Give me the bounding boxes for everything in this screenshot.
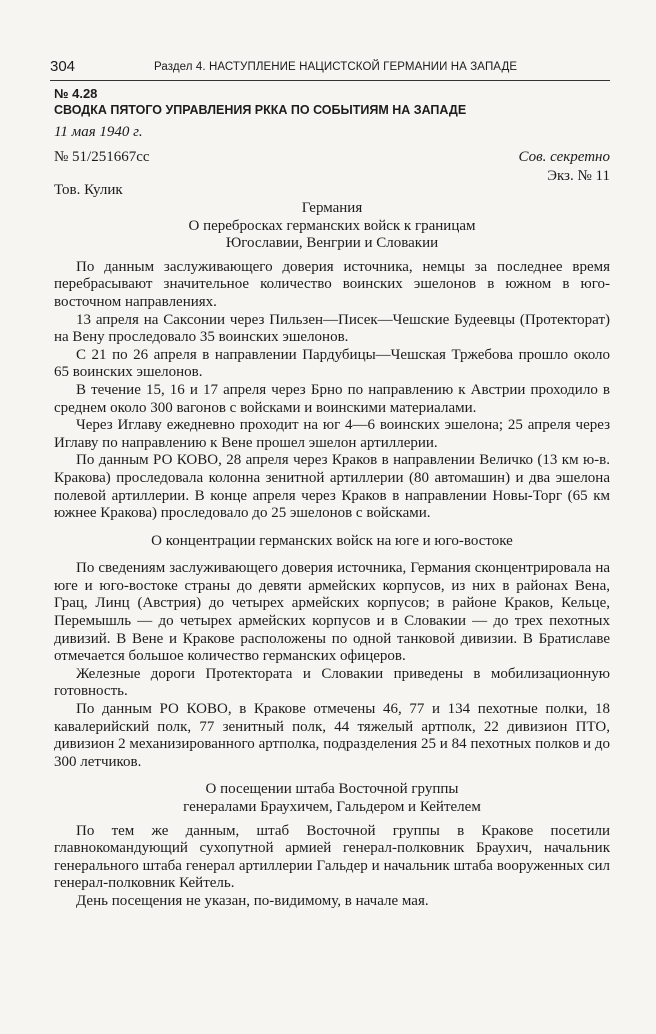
copy-number: Экз. № 11 bbox=[547, 168, 610, 184]
paragraph-10: По тем же данным, штаб Восточной группы в Кракове посетили главнокомандующий сухопутной армией генерал-полковник Браухич, начальник генерального штаба генерал артиллерии Гальдер и начальник штаба вооруженных сил генерал-полковник Кейтель. bbox=[54, 822, 610, 892]
section-title: Раздел 4. НАСТУПЛЕНИЕ НАЦИСТСКОЙ ГЕРМАНИИ НА ЗАПАДЕ bbox=[154, 61, 518, 73]
classification-label: Сов. секретно bbox=[518, 149, 610, 165]
paragraph-3: С 21 по 26 апреля в направлении Пардубицы—Чешская Тржебова прошло около 65 воинских эшелонов. bbox=[54, 346, 610, 381]
section-heading-1a: О перебросках германских войск к границам bbox=[188, 217, 476, 234]
paragraph-8: Железные дороги Протектората и Словакии приведены в мобилизационную готовность. bbox=[54, 665, 610, 700]
section-heading-1b: Югославии, Венгрии и Словакии bbox=[225, 235, 439, 252]
section-heading-2: О концентрации германских войск на юге и юго-востоке bbox=[151, 532, 513, 549]
paragraph-9: По данным РО КОВО, в Кракове отмечены 46, 77 и 134 пехотные полки, 18 кавалерийский полк, 77 зенитный полк, 44 тяжелый артполк, 22 дивизион ПТО, дивизион 2 механизированного артполка, подразделения 25 и 84 пехотных полков и до 300 летчиков. bbox=[54, 701, 610, 770]
paragraph-1: По данным заслуживающего доверия источника, немцы за последнее время перебрасывают значительное количество воинских эшелонов в южном в юго-восточном направлениях. bbox=[54, 258, 610, 310]
country-heading: Германия bbox=[301, 200, 363, 216]
paragraph-4: В течение 15, 16 и 17 апреля через Брно по направлению к Австрии проходило в среднем около 300 вагонов с войсками и воинскими материалами. bbox=[54, 381, 610, 416]
paragraph-5: Через Иглаву ежедневно проходит на юг 4—6 воинских эшелона; 25 апреля через Иглаву по направлению к Вене прошел эшелон артиллерии. bbox=[54, 417, 610, 451]
paragraph-2: 13 апреля на Саксонии через Пильзен—Писек—Чешские Будеевцы (Протекторат) на Вену проследовало 35 воинских эшелонов. bbox=[54, 311, 610, 346]
section-heading-3a: О посещении штаба Восточной группы bbox=[205, 781, 459, 798]
paragraph-7: По сведениям заслуживающего доверия источника, Германия сконцентрировала на юге и юго-востоке страны до девяти армейских корпусов, из них в районах Вена, Грац, Линц (Австрия) до четырех армейских корпусов; в районе Краков, Кельце, Перемышль — до четырех армейских корпусов и в Словакии — до трех пехотных дивизий. В Вене и Кракове расположены по одной танковой дивизии. В Братиславе отмечается большое количество германских офицеров. bbox=[54, 560, 610, 665]
document-number: № 4.28 bbox=[54, 86, 98, 101]
paragraph-11: День посещения не указан, по-видимому, в начале мая. bbox=[76, 892, 429, 909]
section-heading-3b: генералами Браухичем, Гальдером и Кейтелем bbox=[183, 799, 481, 815]
document-title: СВОДКА ПЯТОГО УПРАВЛЕНИЯ РККА ПО СОБЫТИЯМ НА ЗАПАДЕ bbox=[54, 103, 467, 117]
registration-number: № 51/251667сс bbox=[54, 149, 150, 165]
document-body bbox=[54, 200, 610, 911]
page-number: 304 bbox=[50, 58, 76, 75]
document-date: 11 мая 1940 г. bbox=[54, 124, 143, 140]
running-header bbox=[50, 56, 610, 81]
addressee: Тов. Кулик bbox=[54, 182, 123, 198]
paragraph-6: По данным РО КОВО, 28 апреля через Краков в направлении Величко (13 км ю-в. Кракова) проследовала колонна зенитной артиллерии (80 автомашин) и два эшелона полевой артиллерии. В конце апреля через Краков в направлении Новы-Торг (65 км южнее Кракова) проследовало до 25 эшелонов с войсками. bbox=[54, 452, 610, 522]
